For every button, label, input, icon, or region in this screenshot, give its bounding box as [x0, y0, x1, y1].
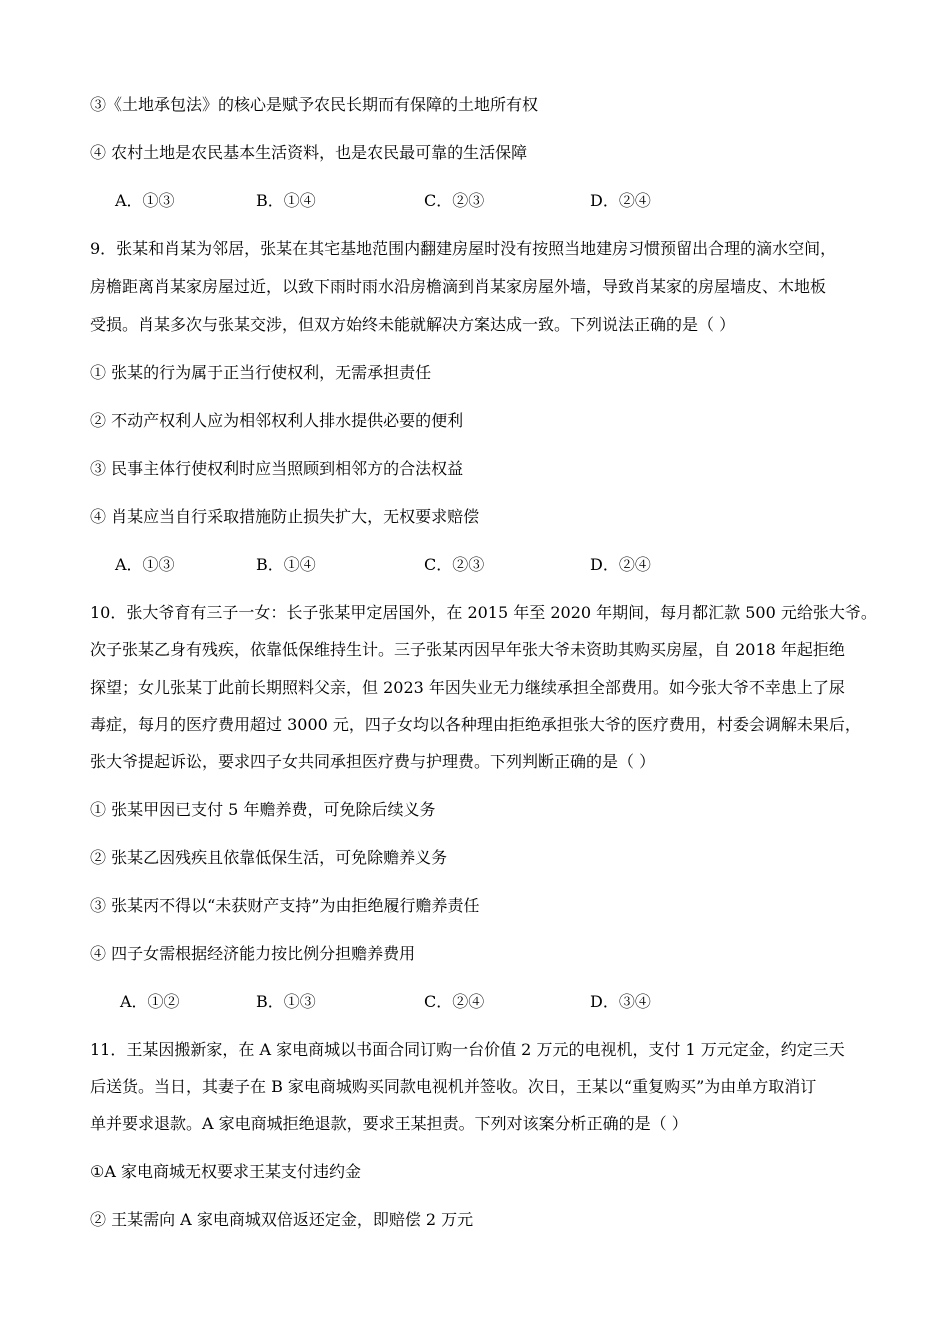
q9-option-a: A．①③	[115, 555, 175, 574]
q9-item-3: ③ 民事主体行使权利时应当照顾到相邻方的合法权益	[90, 459, 464, 478]
q11-stem-line-1: 11．王某因搬新家，在 A 家电商城以书面合同订购一台价值 2 万元的电视机，支付 1 万元定金，约定三天	[90, 1040, 845, 1059]
q8-option-d: D．②④	[590, 191, 651, 210]
q10-stem-line-4: 毒症，每月的医疗费用超过 3000 元，四子女均以各种理由拒绝承担张大爷的医疗费用，村委会调解未果后，	[90, 715, 861, 734]
q11-stem-line-3: 单并要求退款。A 家电商城拒绝退款，要求王某担责。下列对该案分析正确的是（ ）	[90, 1114, 688, 1133]
q9-item-4: ④ 肖某应当自行采取措施防止损失扩大，无权要求赔偿	[90, 507, 480, 526]
q8-option-c: C．②③	[424, 191, 485, 210]
q10-item-1: ① 张某甲因已支付 5 年赡养费，可免除后续义务	[90, 800, 436, 819]
q8-option-b: B．①④	[256, 191, 316, 210]
q9-item-2: ② 不动产权利人应为相邻权利人排水提供必要的便利	[90, 411, 464, 430]
q10-item-4: ④ 四子女需根据经济能力按比例分担赡养费用	[90, 944, 416, 963]
q11-item-2: ② 王某需向 A 家电商城双倍返还定金，即赔偿 2 万元	[90, 1210, 474, 1229]
q10-option-a: A．①②	[120, 992, 180, 1011]
q10-option-d: D．③④	[590, 992, 651, 1011]
q11-item-1: ①A 家电商城无权要求王某支付违约金	[90, 1162, 361, 1181]
q10-option-c: C．②④	[424, 992, 485, 1011]
q11-stem-line-2: 后送货。当日，其妻子在 B 家电商城购买同款电视机并签收。次日，王某以“重复购买”为由单方取消订	[90, 1077, 817, 1096]
q9-option-c: C．②③	[424, 555, 485, 574]
q10-stem-line-1: 10．张大爷育有三子一女：长子张某甲定居国外，在 2015 年至 2020 年期间，每月都汇款 500 元给张大爷。	[90, 603, 877, 622]
q9-stem-line-1: 9．张某和肖某为邻居，张某在其宅基地范围内翻建房屋时没有按照当地建房习惯预留出合理的滴水空间，	[90, 239, 837, 258]
q10-item-3: ③ 张某丙不得以“未获财产支持”为由拒绝履行赡养责任	[90, 896, 480, 915]
q8-option-a: A．①③	[115, 191, 175, 210]
q10-stem-line-2: 次子张某乙身有残疾，依靠低保维持生计。三子张某丙因早年张大爷未资助其购买房屋，自 2018 年起拒绝	[90, 640, 845, 659]
q10-stem-line-5: 张大爷提起诉讼，要求四子女共同承担医疗费与护理费。下列判断正确的是（ ）	[90, 752, 656, 771]
q10-item-2: ② 张某乙因残疾且依靠低保生活，可免除赡养义务	[90, 848, 448, 867]
q9-option-d: D．②④	[590, 555, 651, 574]
q9-stem-line-3: 受损。肖某多次与张某交涉，但双方始终未能就解决方案达成一致。下列说法正确的是（ ）	[90, 315, 736, 334]
q9-item-1: ① 张某的行为属于正当行使权利，无需承担责任	[90, 363, 432, 382]
q10-stem-line-3: 探望；女儿张某丁此前长期照料父亲，但 2023 年因失业无力继续承担全部费用。如今张大爷不幸患上了尿	[90, 678, 845, 697]
q9-option-b: B．①④	[256, 555, 316, 574]
q10-option-b: B．①③	[256, 992, 316, 1011]
q9-stem-line-2: 房檐距离肖某家房屋过近，以致下雨时雨水沿房檐滴到肖某家房屋外墙，导致肖某家的房屋墙皮、木地板	[90, 277, 827, 296]
q8-item-3: ③《土地承包法》的核心是赋予农民长期而有保障的土地所有权	[90, 95, 539, 114]
q8-item-4: ④ 农村土地是农民基本生活资料，也是农民最可靠的生活保障	[90, 143, 528, 162]
